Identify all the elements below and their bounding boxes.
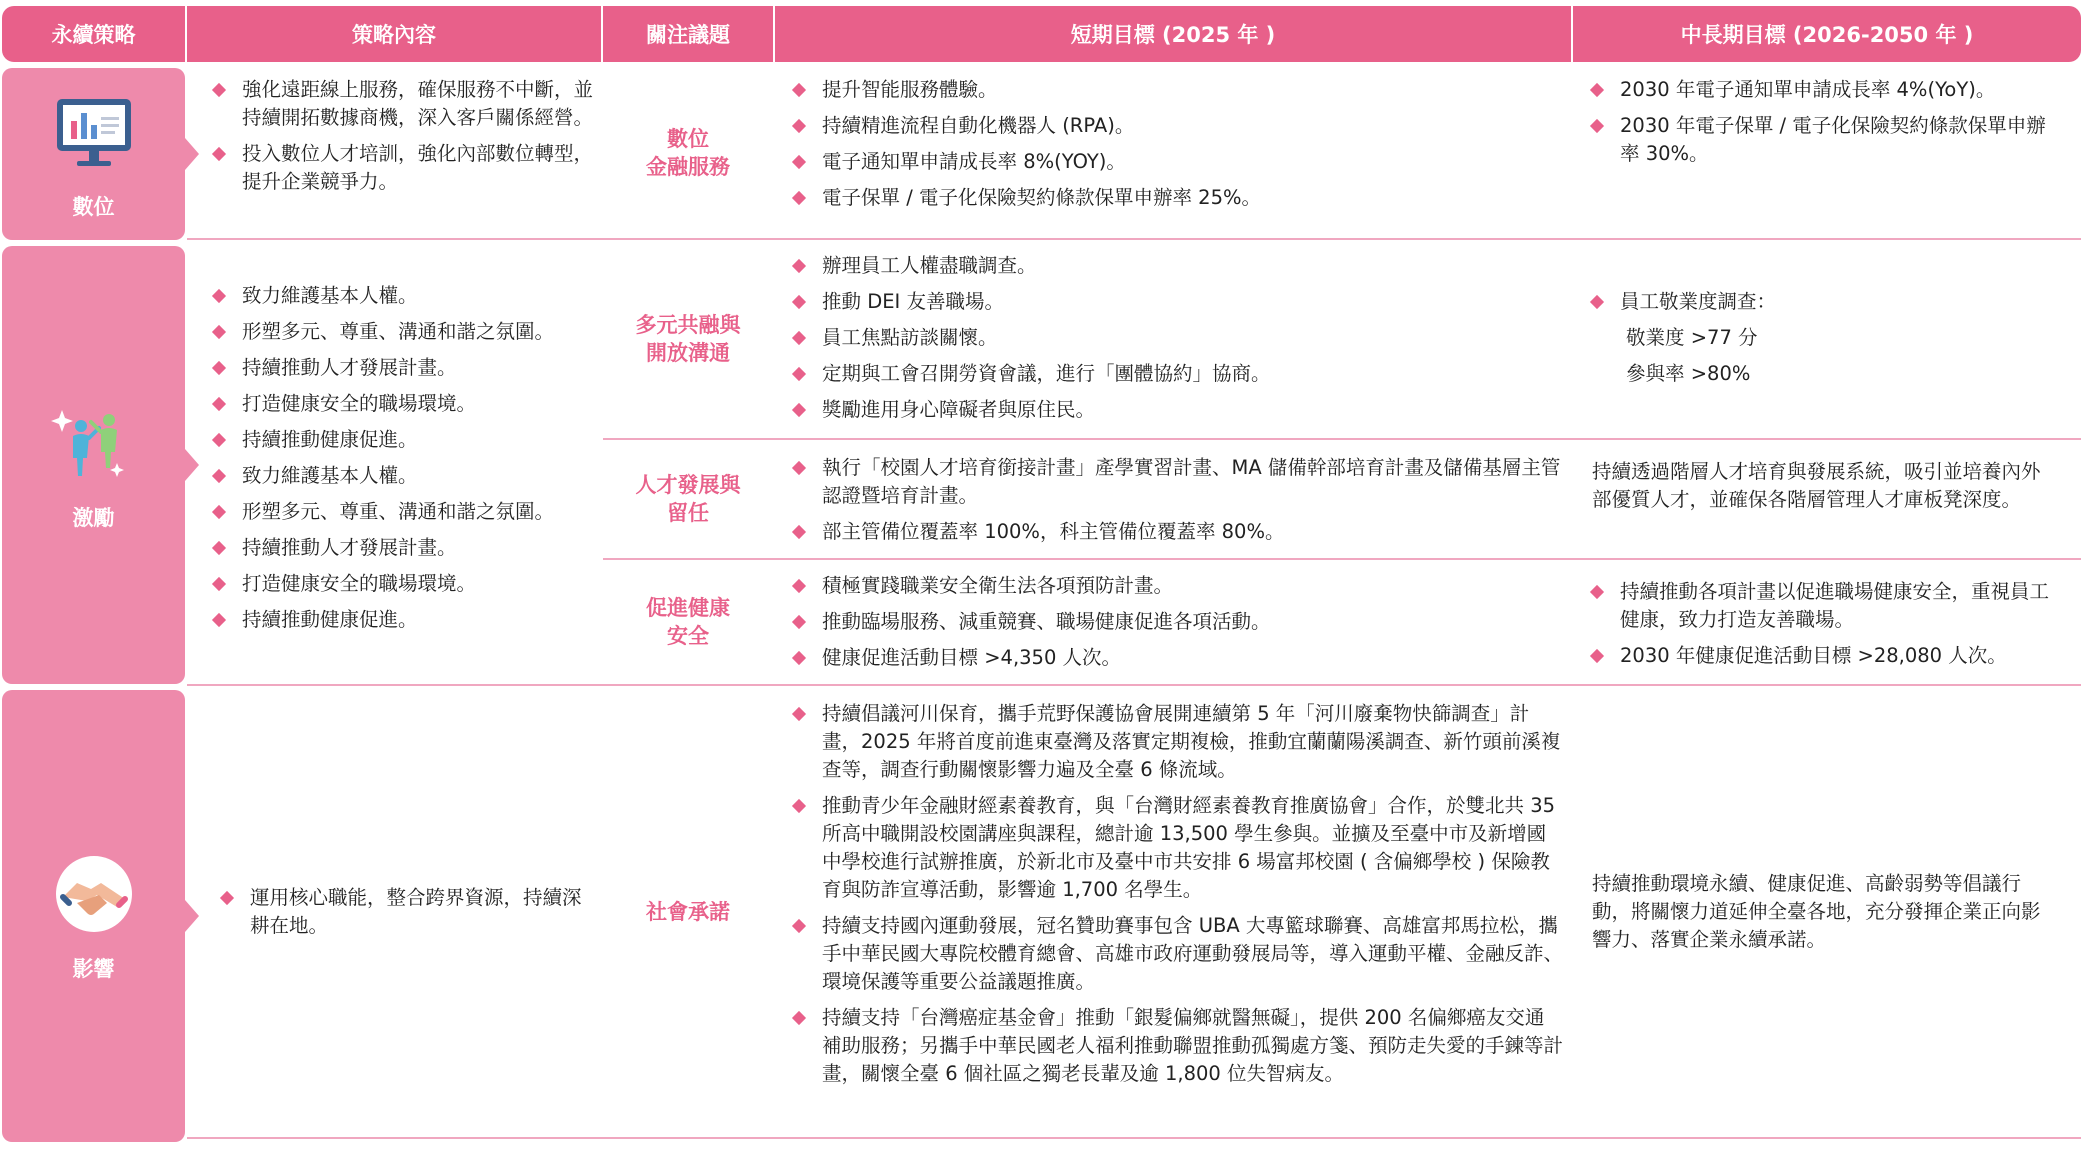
digital-short-term bbox=[788, 76, 1563, 220]
header-pillar: 永續策略 bbox=[2, 6, 185, 62]
list-item: 積極實踐職業安全衛生法各項預防計畫。 bbox=[788, 572, 1563, 600]
topic-line: 開放溝通 bbox=[646, 341, 730, 365]
motivation-strategy bbox=[208, 282, 593, 642]
participation-rate: 參與率 >80% bbox=[1626, 362, 1751, 385]
list-item: 執行「校園人才培育銜接計畫」產學實習計畫、MA 儲備幹部培育計畫及儲備基層主管認證暨培育計畫。 bbox=[788, 454, 1563, 510]
list-item: 運用核心職能，整合跨界資源，持續深耕在地。 bbox=[216, 884, 596, 940]
list-item: 持續精進流程自動化機器人 (RPA)。 bbox=[788, 112, 1563, 140]
list-item: 持續推動健康促進。 bbox=[208, 606, 593, 634]
list-item: 打造健康安全的職場環境。 bbox=[208, 570, 593, 598]
list-item: 持續推動人才發展計畫。 bbox=[208, 354, 593, 382]
digital-strategy bbox=[208, 76, 593, 204]
header-strategy: 策略內容 bbox=[187, 6, 601, 62]
topic-line: 留任 bbox=[667, 501, 709, 525]
motivation-topic-talent bbox=[603, 440, 773, 558]
pillar-motivation bbox=[2, 246, 185, 684]
list-item: 持續支持「台灣癌症基金會」推動「銀髮偏鄉就醫無礙」，提供 200 名偏鄉癌友交通補助服務；另攜手中華民國老人福利推動聯盟推動孤獨處方箋、預防走失愛的手鍊等計畫，關懷全臺 6 個社區之獨老長輩及逾 1,800 位失智病友。 bbox=[788, 1004, 1563, 1088]
list-item: 持續推動人才發展計畫。 bbox=[208, 534, 593, 562]
impact-long-term: 持續推動環境永續、健康促進、高齡弱勢等倡議行動，將關懷力道延伸全臺各地，充分發揮企業正向影響力、落實企業永續承諾。 bbox=[1592, 872, 2041, 951]
list-item: 提升智能服務體驗。 bbox=[788, 76, 1563, 104]
pillar-notch bbox=[185, 138, 199, 170]
list-item: 持續倡議河川保育，攜手荒野保護協會展開連續第 5 年「河川廢棄物快篩調查」計畫，2025 年將首度前進東臺灣及落實定期複檢，推動宜蘭蘭陽溪調查、新竹頭前溪複查等，調查行動關懷影響力遍及全臺 6 條流域。 bbox=[788, 700, 1563, 784]
digital-long-term bbox=[1586, 76, 2056, 176]
topic-line: 金融服務 bbox=[646, 155, 730, 179]
pillar-label: 數位 bbox=[72, 195, 115, 219]
list-item: 健康促進活動目標 >4,350 人次。 bbox=[788, 644, 1563, 672]
pillar-notch bbox=[185, 449, 199, 481]
list-item: 推動臨場服務、減重競賽、職場健康促進各項活動。 bbox=[788, 608, 1563, 636]
motivation-long-health bbox=[1586, 578, 2056, 678]
divider bbox=[187, 1137, 2081, 1139]
list-item: 電子保單 / 電子化保險契約條款保單申辦率 25%。 bbox=[788, 184, 1563, 212]
list-item: 2030 年電子通知單申請成長率 4%(YoY)。 bbox=[1586, 76, 2056, 104]
pillar-impact bbox=[2, 690, 185, 1142]
motivation-short-diversity bbox=[788, 252, 1563, 432]
divider bbox=[603, 438, 2081, 440]
topic-line: 多元共融與 bbox=[635, 313, 741, 337]
motivation-topic-diversity bbox=[603, 240, 773, 438]
list-item: 員工焦點訪談關懷。 bbox=[788, 324, 1563, 352]
list-item: 形塑多元、尊重、溝通和諧之氛圍。 bbox=[208, 498, 593, 526]
motivation-topic-health bbox=[603, 560, 773, 684]
list-item: 強化遠距線上服務，確保服務不中斷，並持續開拓數據商機，深入客戶關係經營。 bbox=[208, 76, 593, 132]
list-item: 2030 年電子保單 / 電子化保險契約條款保單申辦率 30%。 bbox=[1586, 112, 2056, 168]
engagement-score: 敬業度 >77 分 bbox=[1626, 326, 1758, 349]
topic-line: 促進健康 bbox=[646, 596, 730, 620]
list-item: 持續支持國內運動發展，冠名贊助賽事包含 UBA 大專籃球聯賽、高雄富邦馬拉松，攜手中華民國大專院校體育總會、高雄市政府運動發展局等，導入運動平權、金融反詐、環境保護等重要公益議題推廣。 bbox=[788, 912, 1563, 996]
list-item: 持續推動各項計畫以促進職場健康安全，重視員工健康，致力打造友善職場。 bbox=[1586, 578, 2056, 634]
list-item: 致力維護基本人權。 bbox=[208, 282, 593, 310]
pillar-label: 激勵 bbox=[72, 506, 115, 530]
list-item: 致力維護基本人權。 bbox=[208, 462, 593, 490]
handshake-icon bbox=[49, 849, 139, 939]
topic-line: 數位 bbox=[667, 127, 709, 151]
impact-short-term bbox=[788, 700, 1563, 1096]
list-item: 打造健康安全的職場環境。 bbox=[208, 390, 593, 418]
list-item: 持續推動健康促進。 bbox=[208, 426, 593, 454]
digital-topic bbox=[603, 68, 773, 238]
header-short-term: 短期目標 (2025 年 ) bbox=[775, 6, 1571, 62]
header-long-term: 中長期目標 (2026-2050 年 ) bbox=[1573, 6, 2081, 62]
list-item: 獎勵進用身心障礙者與原住民。 bbox=[788, 396, 1563, 424]
divider bbox=[187, 684, 2081, 686]
motivation-long-diversity bbox=[1586, 288, 2056, 396]
motivation-short-talent bbox=[788, 454, 1563, 554]
topic-line: 人才發展與 bbox=[635, 473, 741, 497]
list-item: 電子通知單申請成長率 8%(YOY)。 bbox=[788, 148, 1563, 176]
impact-topic: 社會承諾 bbox=[646, 899, 730, 924]
divider bbox=[187, 238, 2081, 240]
computer-monitor-icon bbox=[49, 87, 139, 177]
list-item: 形塑多元、尊重、溝通和諧之氛圍。 bbox=[208, 318, 593, 346]
list-item: 員工敬業度調查： bbox=[1586, 288, 2056, 316]
list-item: 推動青少年金融財經素養教育，與「台灣財經素養教育推廣協會」合作，於雙北共 35 所高中職開設校園講座與課程，總計逾 13,500 學生參與。並擴及至臺中市及新增國中學校進行試辦推廣，於新北市及臺中市共安排 6 場富邦校園 ( 含偏鄉學校 ) 保險教育與防詐宣導活動，影響逾 1,700 名學生。 bbox=[788, 792, 1563, 904]
topic-line: 安全 bbox=[667, 624, 709, 648]
pillar-label: 影響 bbox=[72, 957, 115, 981]
people-celebrating-icon bbox=[49, 398, 139, 488]
list-item: 投入數位人才培訓，強化內部數位轉型，提升企業競爭力。 bbox=[208, 140, 593, 196]
list-item: 2030 年健康促進活動目標 >28,080 人次。 bbox=[1586, 642, 2056, 670]
list-item: 辦理員工人權盡職調查。 bbox=[788, 252, 1563, 280]
impact-strategy bbox=[216, 884, 596, 948]
list-item: 定期與工會召開勞資會議，進行「團體協約」協商。 bbox=[788, 360, 1563, 388]
pillar-notch bbox=[185, 900, 199, 932]
motivation-short-health bbox=[788, 572, 1563, 680]
pillar-digital bbox=[2, 68, 185, 240]
list-item: 部主管備位覆蓋率 100%，科主管備位覆蓋率 80%。 bbox=[788, 518, 1563, 546]
motivation-long-talent: 持續透過階層人才培育與發展系統，吸引並培養內外部優質人才，並確保各階層管理人才庫板凳深度。 bbox=[1592, 460, 2041, 511]
header-topic: 關注議題 bbox=[603, 6, 773, 62]
list-item: 推動 DEI 友善職場。 bbox=[788, 288, 1563, 316]
divider bbox=[603, 558, 2081, 560]
